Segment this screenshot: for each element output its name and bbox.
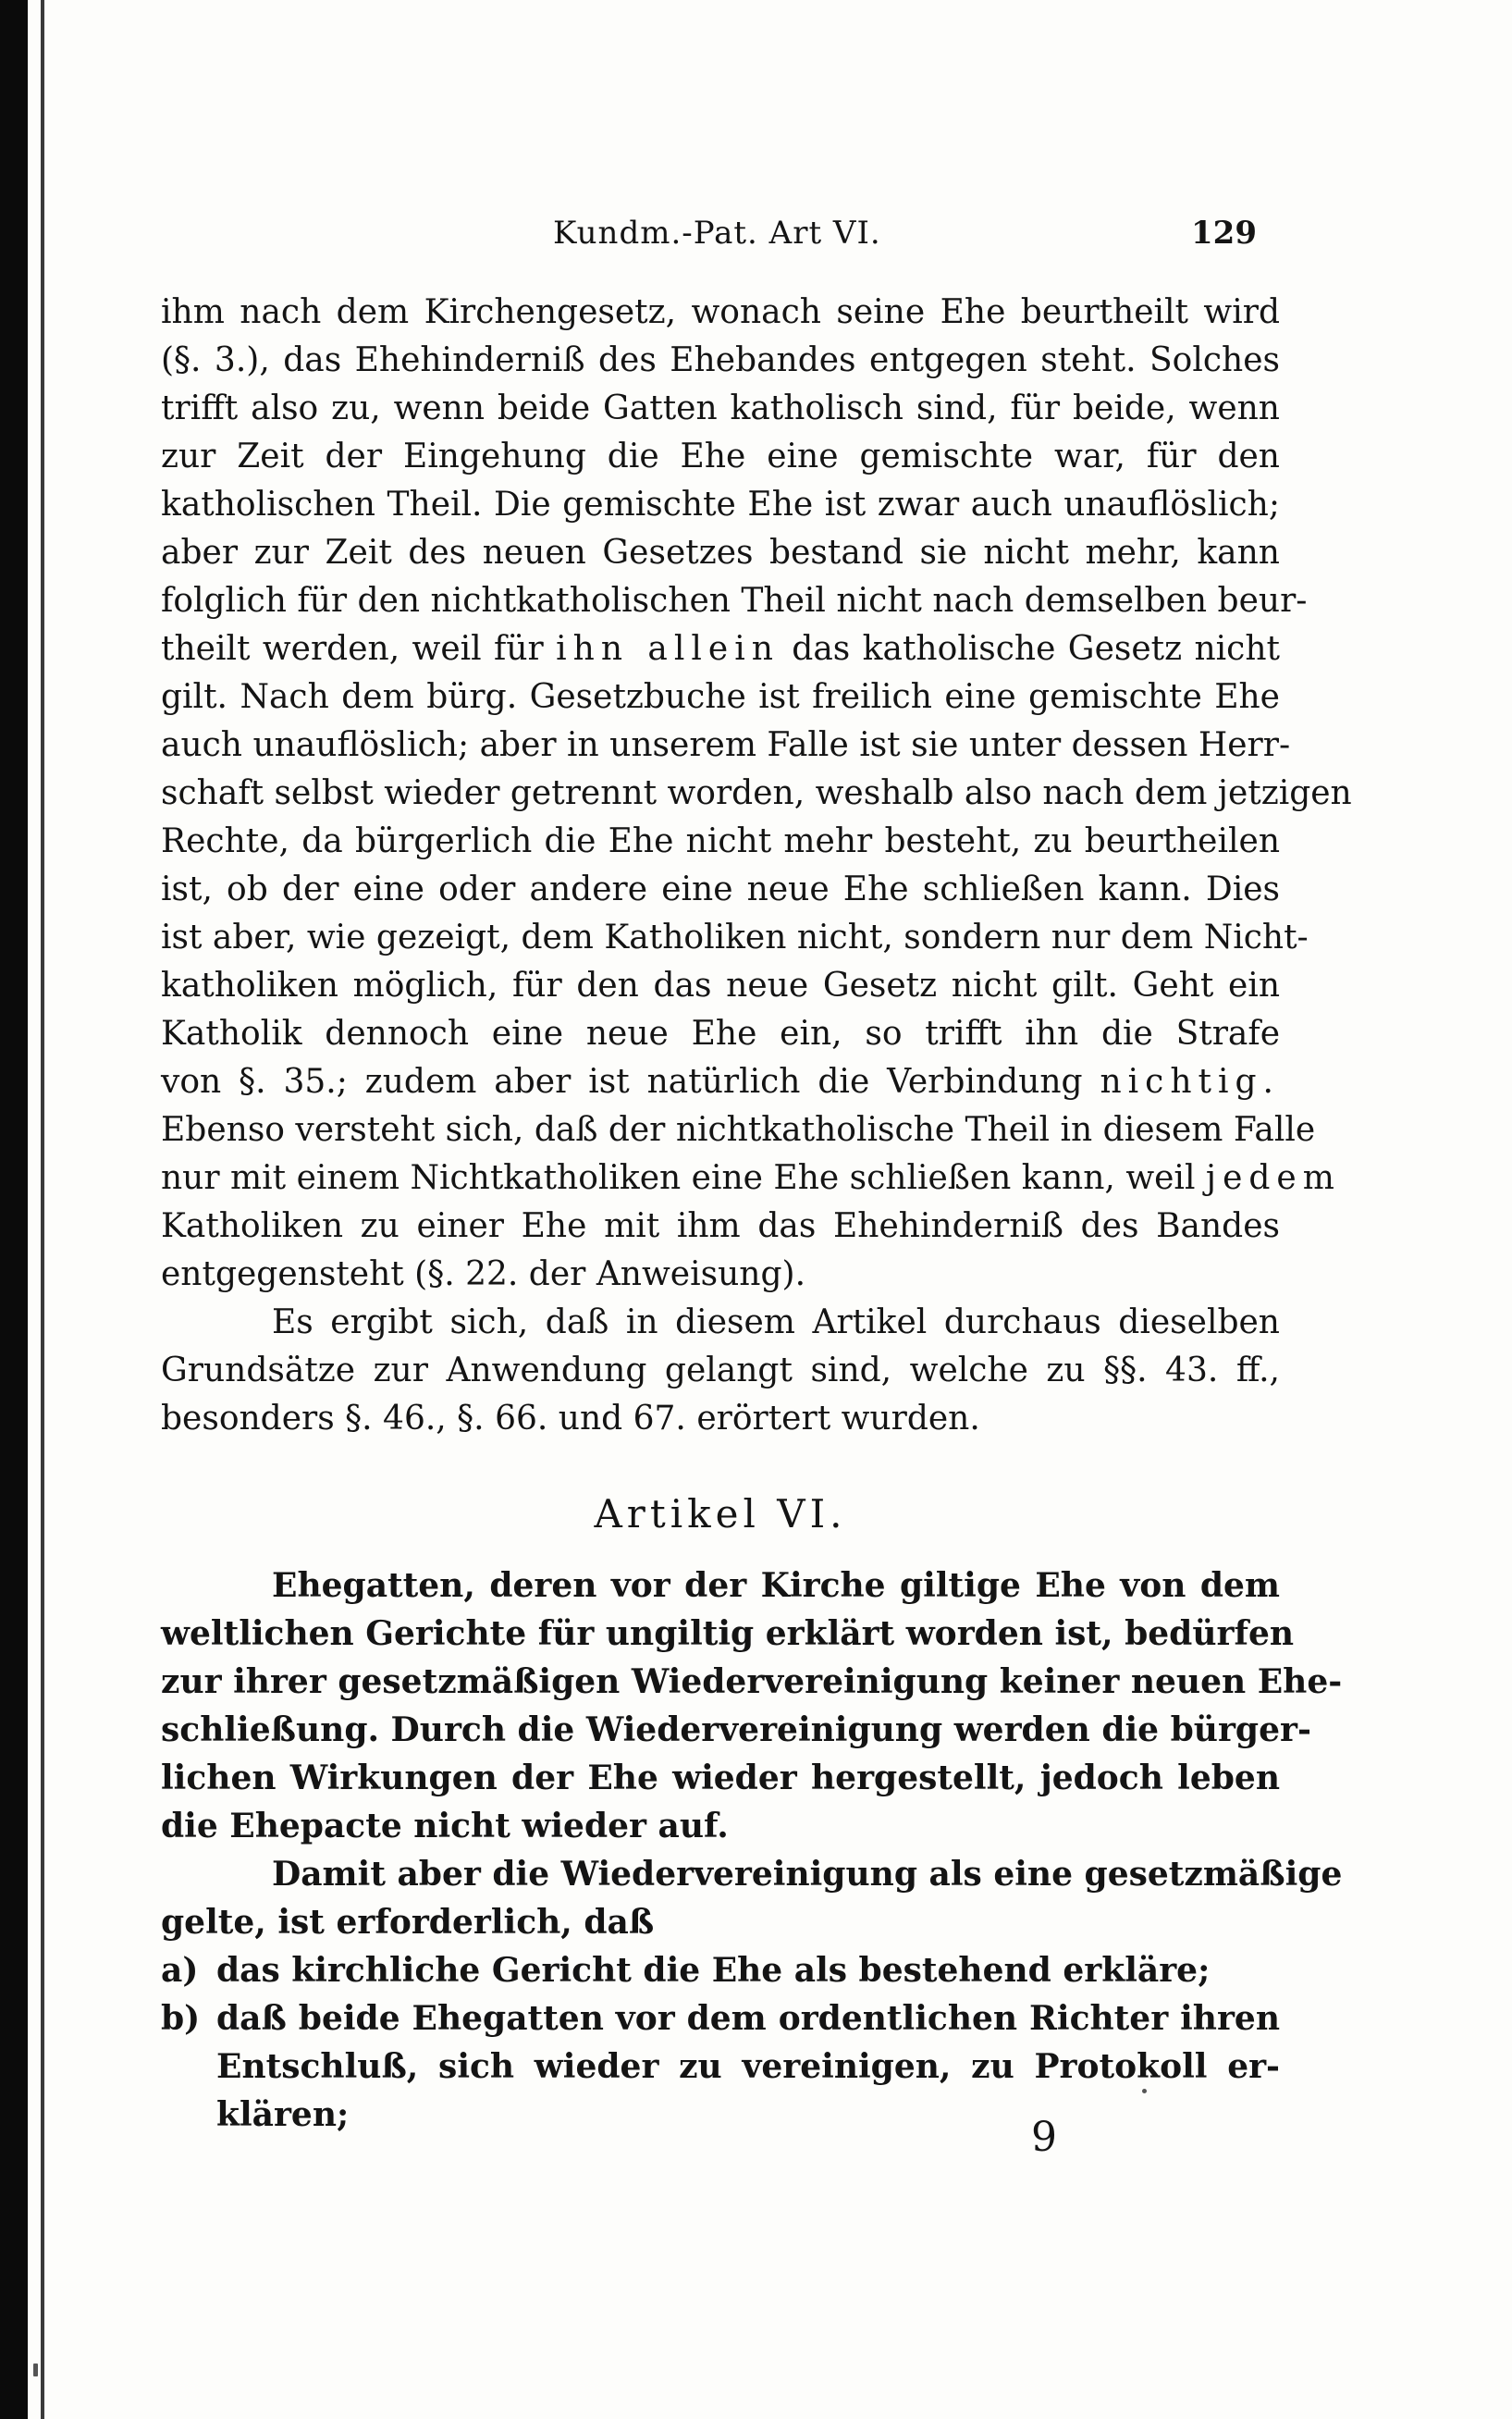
- article-paragraph: [161, 1561, 1343, 1850]
- text-line: die Ehepacte nicht wieder auf.: [161, 1807, 729, 1845]
- list-item-continuation: [161, 2091, 1280, 2139]
- text-line: Ehegatten, deren vor der Kirche giltige Ehe von dem: [272, 1566, 1280, 1605]
- text-run: das katholische Gesetz nicht: [779, 630, 1280, 668]
- text-line: ist aber, wie gezeigt, dem Katholiken nicht, sondern nur dem Nicht-: [161, 919, 1309, 956]
- running-title: Kundm.-Pat. Art VI.: [553, 215, 881, 252]
- article-paragraph: [161, 1850, 1343, 1946]
- article-heading: Artikel VI.: [594, 1491, 847, 1537]
- text-line: katholischen Theil. Die gemischte Ehe ist zwar auch unauflöslich;: [161, 486, 1280, 524]
- scan-speck: [1142, 2089, 1147, 2093]
- page-number: 129: [1191, 215, 1257, 252]
- text-line: Rechte, da bürgerlich die Ehe nicht mehr besteht, zu beurtheilen: [161, 822, 1280, 860]
- list-item-text: das kirchliche Gericht die Ehe als bestehend erkläre;: [216, 1951, 1211, 1990]
- list-item-text: daß beide Ehegatten vor dem ordentlichen Richter ihren: [216, 1999, 1280, 2038]
- text-line: gilt. Nach dem bürg. Gesetzbuche ist freilich eine gemischte Ehe: [161, 678, 1280, 716]
- page-body: [161, 289, 1352, 2139]
- text-line: zur Zeit der Eingehung die Ehe eine gemischte war, für den: [161, 438, 1280, 475]
- text-line: trifft also zu, wenn beide Gatten katholisch sind, für beide, wenn: [161, 389, 1280, 427]
- text-line: auch unauflöslich; aber in unserem Falle ist sie unter dessen Herr-: [161, 726, 1291, 764]
- list-marker: b): [161, 1999, 201, 2038]
- text-line: schaft selbst wieder getrennt worden, weshalb also nach dem jetzigen: [161, 774, 1352, 812]
- text-line: Damit aber die Wiedervereinigung als eine gesetzmäßige: [272, 1855, 1343, 1894]
- emphasis-spaced: jedem: [1205, 1159, 1341, 1197]
- list-marker: a): [161, 1951, 199, 1990]
- text-line: schließung. Durch die Wiedervereinigung werden die bürger-: [161, 1710, 1311, 1749]
- text-line: (§. 3.), das Ehehinderniß des Ehebandes entgegen steht. Solches: [161, 341, 1280, 379]
- text-line: zur ihrer gesetzmäßigen Wiedervereinigung keiner neuen Ehe-: [161, 1662, 1343, 1701]
- gutter-line: [41, 0, 44, 2419]
- text-run: von §. 35.; zudem aber ist natürlich die Verbindung: [161, 1063, 1100, 1101]
- condition-list: [161, 1946, 1280, 2139]
- text-line: [161, 1058, 1280, 1106]
- paragraph: [161, 289, 1352, 1299]
- text-line: Ebenso versteht sich, daß der nichtkatholische Theil in diesem Falle: [161, 1111, 1316, 1149]
- text-line: Katholiken zu einer Ehe mit ihm das Ehehinderniß des Bandes: [161, 1207, 1280, 1245]
- text-line: ihm nach dem Kirchengesetz, wonach seine Ehe beurtheilt wird: [161, 293, 1280, 331]
- text-line: [161, 625, 1280, 673]
- list-item: [161, 1994, 1280, 2043]
- scan-edge: [0, 0, 28, 2419]
- paragraph: [161, 1299, 1280, 1443]
- emphasis-spaced: nichtig.: [1100, 1063, 1280, 1101]
- text-line: [161, 1154, 1341, 1203]
- text-line: katholiken möglich, für den das neue Gesetz nicht gilt. Geht ein: [161, 967, 1280, 1005]
- emphasis-spaced: ihn allein: [556, 630, 780, 668]
- list-item-text: klären;: [216, 2095, 350, 2134]
- text-line: folglich für den nichtkatholischen Theil nicht nach demselben beur-: [161, 582, 1308, 620]
- list-item-text: Entschluß, sich wieder zu vereinigen, zu Protokoll er-: [216, 2047, 1280, 2086]
- list-item: [161, 1946, 1280, 1994]
- text-line: Katholik dennoch eine neue Ehe ein, so trifft ihn die Strafe: [161, 1015, 1280, 1053]
- text-run: nur mit einem Nichtkatholiken eine Ehe schließen kann, weil: [161, 1159, 1206, 1197]
- text-line: aber zur Zeit des neuen Gesetzes bestand sie nicht mehr, kann: [161, 534, 1280, 572]
- signature-mark: 9: [1031, 2114, 1057, 2161]
- text-line: Es ergibt sich, daß in diesem Artikel durchaus dieselben: [272, 1303, 1280, 1341]
- text-line: lichen Wirkungen der Ehe wieder hergestellt, jedoch leben: [161, 1759, 1280, 1797]
- scan-speck: [33, 2363, 38, 2376]
- text-run: theilt werden, weil für: [161, 630, 557, 668]
- text-line: ist, ob der eine oder andere eine neue Ehe schließen kann. Dies: [161, 870, 1280, 908]
- text-line: besonders §. 46., §. 66. und 67. erörtert wurden.: [161, 1400, 980, 1438]
- text-line: entgegensteht (§. 22. der Anweisung).: [161, 1255, 806, 1293]
- page-header: [28, 215, 1512, 261]
- text-line: weltlichen Gerichte für ungiltig erklärt worden ist, bedürfen: [161, 1614, 1295, 1653]
- page: [28, 0, 1512, 2419]
- text-line: Grundsätze zur Anwendung gelangt sind, welche zu §§. 43. ff.,: [161, 1351, 1280, 1389]
- list-item-continuation: [161, 2043, 1280, 2091]
- text-line: gelte, ist erforderlich, daß: [161, 1903, 655, 1942]
